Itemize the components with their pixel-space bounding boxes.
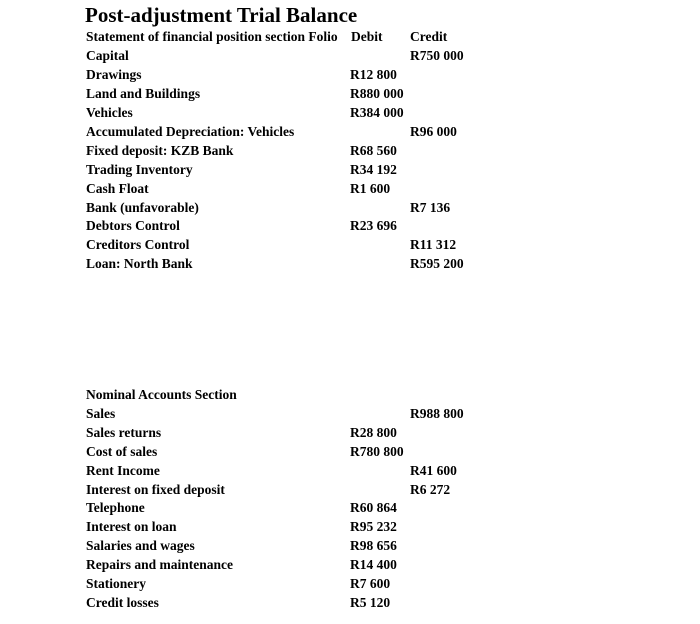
debit-column-heading: Debit	[351, 29, 383, 44]
debit-amount: R95 232	[350, 519, 397, 534]
credit-amount: R988 800	[410, 406, 464, 421]
sfp-row	[0, 143, 700, 162]
account-name: Rent Income	[86, 463, 160, 478]
sfp-header-row	[0, 29, 700, 48]
nominal-row	[0, 500, 700, 519]
account-name: Sales returns	[86, 425, 162, 440]
sfp-row	[0, 237, 700, 256]
account-name: Debtors Control	[86, 218, 180, 233]
account-name: Repairs and maintenance	[86, 557, 234, 572]
sfp-row	[0, 181, 700, 200]
nominal-row	[0, 557, 700, 576]
debit-amount: R7 600	[350, 576, 391, 591]
nominal-section-heading: Nominal Accounts Section	[86, 387, 237, 402]
sfp-row	[0, 162, 700, 181]
account-name: Fixed deposit: KZB Bank	[86, 143, 234, 158]
debit-amount: R1 600	[350, 181, 391, 196]
credit-amount: R96 000	[410, 124, 457, 139]
debit-amount: R384 000	[350, 105, 404, 120]
account-name: Bank (unfavorable)	[86, 200, 199, 215]
nominal-row	[0, 463, 700, 482]
nominal-row	[0, 425, 700, 444]
sfp-row	[0, 256, 700, 275]
account-name: Salaries and wages	[86, 538, 195, 553]
account-name: Stationery	[86, 576, 146, 591]
nominal-row	[0, 538, 700, 557]
account-name: Accumulated Depreciation: Vehicles	[86, 124, 295, 139]
account-name: Interest on fixed deposit	[86, 482, 225, 497]
credit-amount: R6 272	[410, 482, 451, 497]
account-name: Trading Inventory	[86, 162, 193, 177]
credit-column-heading: Credit	[410, 29, 448, 44]
sfp-row	[0, 67, 700, 86]
debit-amount: R28 800	[350, 425, 397, 440]
nominal-row	[0, 406, 700, 425]
account-name: Sales	[86, 406, 116, 421]
nominal-row	[0, 576, 700, 595]
nominal-header-row	[0, 387, 700, 406]
account-name: Loan: North Bank	[86, 256, 193, 271]
sfp-row	[0, 124, 700, 143]
account-name: Credit losses	[86, 595, 159, 610]
account-name: Vehicles	[86, 105, 133, 120]
sfp-row	[0, 48, 700, 67]
credit-amount: R750 000	[410, 48, 464, 63]
nominal-row	[0, 444, 700, 463]
sfp-row	[0, 105, 700, 124]
sfp-row	[0, 200, 700, 219]
debit-amount: R780 800	[350, 444, 404, 459]
account-name: Telephone	[86, 500, 145, 515]
nominal-row	[0, 519, 700, 538]
page-title: Post-adjustment Trial Balance	[85, 3, 358, 27]
debit-amount: R12 800	[350, 67, 397, 82]
debit-amount: R98 656	[350, 538, 397, 553]
sfp-row	[0, 218, 700, 237]
debit-amount: R14 400	[350, 557, 397, 572]
debit-amount: R68 560	[350, 143, 397, 158]
credit-amount: R41 600	[410, 463, 457, 478]
account-name: Interest on loan	[86, 519, 177, 534]
account-name: Capital	[86, 48, 129, 63]
debit-amount: R5 120	[350, 595, 391, 610]
credit-amount: R7 136	[410, 200, 451, 215]
account-name: Land and Buildings	[86, 86, 201, 101]
account-name: Cost of sales	[86, 444, 158, 459]
account-name: Creditors Control	[86, 237, 190, 252]
debit-amount: R60 864	[350, 500, 397, 515]
account-name: Drawings	[86, 67, 142, 82]
account-name: Cash Float	[86, 181, 149, 196]
sfp-section-heading: Statement of financial position section Folio	[86, 29, 338, 44]
credit-amount: R595 200	[410, 256, 464, 271]
debit-amount: R880 000	[350, 86, 404, 101]
debit-amount: R23 696	[350, 218, 397, 233]
nominal-row	[0, 482, 700, 501]
sfp-row	[0, 86, 700, 105]
credit-amount: R11 312	[410, 237, 457, 252]
nominal-row	[0, 595, 700, 614]
debit-amount: R34 192	[350, 162, 397, 177]
